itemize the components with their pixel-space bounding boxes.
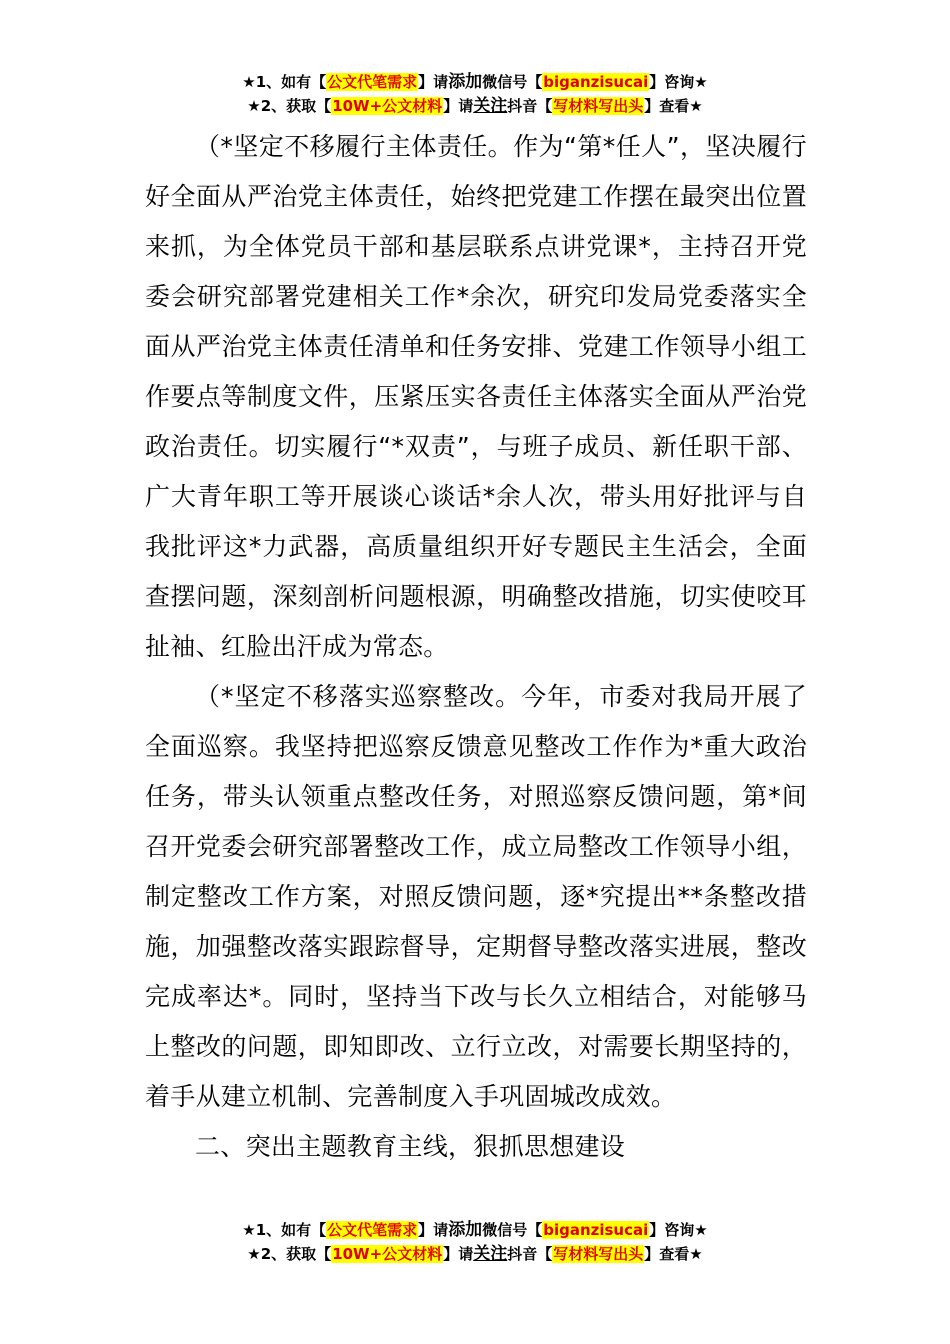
promo-text: 】请 xyxy=(418,73,449,91)
star-icon: ★ xyxy=(242,73,256,91)
promo-text: 】咨询★ xyxy=(649,73,708,91)
highlight-tag: 10W+公文材料 xyxy=(332,1245,443,1263)
wechat-id: biganzisucai xyxy=(543,1221,649,1239)
star-icon: ★ xyxy=(247,1245,261,1263)
promo-text: 微信号【 xyxy=(482,73,543,91)
promo-text: 1、如有【 xyxy=(255,73,327,91)
emphasis-text: 关注 xyxy=(473,1244,508,1264)
promo-text: 抖音【 xyxy=(507,97,553,115)
douyin-account: 写材料写出头 xyxy=(553,97,644,115)
star-icon: ★ xyxy=(247,97,261,115)
promo-line-1 xyxy=(0,1218,950,1242)
douyin-account: 写材料写出头 xyxy=(553,1245,644,1263)
section-heading: 二、突出主题教育主线，狠抓思想建设 xyxy=(195,1132,626,1161)
promo-text: 2、获取【 xyxy=(260,97,332,115)
promo-text: 】请 xyxy=(443,1245,474,1263)
body-paragraph-1: （*坚定不移履行主体责任。作为“第*任人”，坚决履行好全面从严治党主体责任，始终把党建工作摆在最突出位置来抓，为全体党员干部和基层联系点讲党课*，主持召开党委会研究部署党建相关工作*余次，研究印发局党委落实全面从严治党主体责任清单和任务安排、党建工作领导小组工作要点等制度文件，压紧压实各责任主体落实全面从严治党政治责任。切实履行“*双责”，与班子成员、新任职干部、广大青年职工等开展谈心谈话*余人次，带头用好批评与自我批评这*力武器，高质量组织开好专题民主生活会，全面查摆问题，深刻剖析问题根源，明确整改措施，切实使咬耳扯袖、红脸出汗成为常态。 xyxy=(145,132,807,661)
wechat-id: biganzisucai xyxy=(543,73,649,91)
promo-text: 2、获取【 xyxy=(260,1245,332,1263)
promo-text: 】查看★ xyxy=(644,1245,703,1263)
promo-text: 】请 xyxy=(443,97,474,115)
promo-line-2 xyxy=(0,94,950,118)
promo-text: 】查看★ xyxy=(644,97,703,115)
promo-banner-bottom xyxy=(0,1218,950,1266)
emphasis-text: 关注 xyxy=(473,96,508,116)
body-paragraph-2: （*坚定不移落实巡察整改。今年，市委对我局开展了全面巡察。我坚持把巡察反馈意见整改工作作为*重大政治任务，带头认领重点整改任务，对照巡察反馈问题，第*间召开党委会研究部署整改工作，成立局整改工作领导小组，制定整改工作方案，对照反馈问题，逐*究提出**条整改措施，加强整改落实跟踪督导，定期督导整改落实进展，整改完成率达*。同时，坚持当下改与长久立相结合，对能够马上整改的问题，即知即改、立行立改，对需要长期坚持的，着手从建立机制、完善制度入手巩固城改成效。 xyxy=(145,682,807,1111)
promo-text: 1、如有【 xyxy=(255,1221,327,1239)
promo-line-2 xyxy=(0,1242,950,1266)
promo-text: 】请 xyxy=(418,1221,449,1239)
promo-text: 抖音【 xyxy=(507,1245,553,1263)
emphasis-text: 添加 xyxy=(448,72,483,92)
promo-line-1 xyxy=(0,70,950,94)
emphasis-text: 添加 xyxy=(448,1220,483,1240)
promo-text: 】咨询★ xyxy=(649,1221,708,1239)
promo-banner-top xyxy=(0,70,950,118)
highlight-tag: 10W+公文材料 xyxy=(332,97,443,115)
promo-text: 微信号【 xyxy=(482,1221,543,1239)
document-body xyxy=(145,122,807,1172)
highlight-tag: 公文代笔需求 xyxy=(327,1221,418,1239)
star-icon: ★ xyxy=(242,1221,256,1239)
highlight-tag: 公文代笔需求 xyxy=(327,73,418,91)
